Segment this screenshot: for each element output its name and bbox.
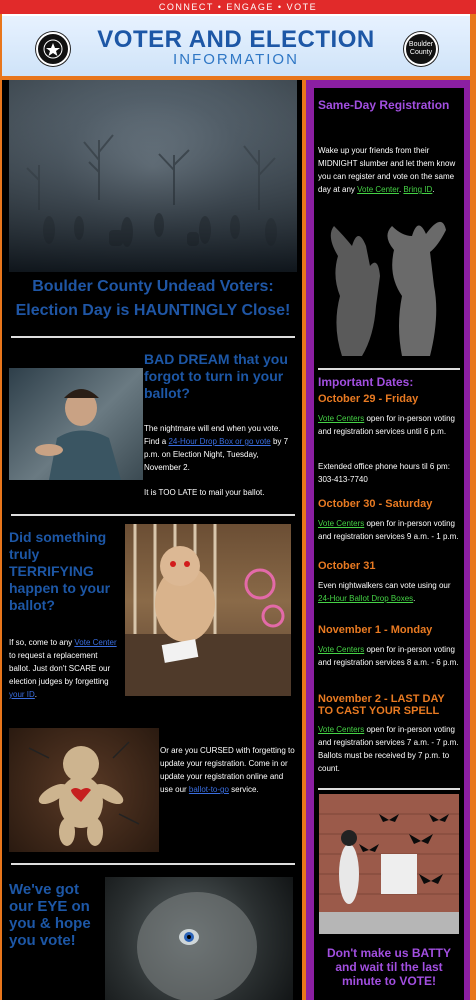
drop-box-link[interactable]: 24-Hour Drop Box or go vote [168, 437, 271, 446]
date-text: open for in-person voting and registration services 7 a.m. - 7 p.m. Ballots must be received by 7 p.m. to count. [318, 725, 459, 773]
same-day-body [318, 144, 460, 196]
bad-dream-title: BAD DREAM that you forgot to turn in your ballot? [144, 351, 288, 401]
same-day-text-2: . [398, 185, 404, 194]
voodoo-doll-photo [9, 728, 159, 852]
cursed-text: Or are you CURSED with forgetting to update your registration. Come in or update your registration online and use our [160, 746, 295, 794]
vote-center-link[interactable]: Vote Center [74, 638, 117, 647]
cursed-text-2: service. [228, 785, 259, 794]
bats-wall-illustration [319, 794, 459, 934]
ghost-silhouettes-illustration [322, 206, 456, 356]
date-body-oct-30 [318, 517, 460, 543]
same-day-text-3: . [432, 185, 435, 194]
terrifying-title: Did something truly TERRIFYING happen to your ballot? [9, 529, 111, 613]
terrifying-text-2: to request a replacement ballot. Just don't SCARE our election judges by forgetting [9, 651, 111, 686]
date-heading-oct-31: October 31 [318, 560, 376, 572]
divider [318, 368, 460, 370]
doll-eye-illustration [105, 877, 293, 1000]
sidebar [306, 80, 470, 1000]
main-content [2, 80, 302, 1000]
date-heading-nov-1: November 1 - Monday [318, 624, 433, 636]
tagline-bar: CONNECT • ENGAGE • VOTE [0, 0, 476, 14]
eye-title: We've got our EYE on you & hope you vote! [9, 881, 91, 949]
date-body-nov-1 [318, 643, 460, 669]
headline-line-1: Boulder County Undead Voters: [32, 278, 274, 295]
date-text: open for in-person voting and registration services until 6 p.m. [318, 414, 455, 436]
vote-centers-link[interactable]: Vote Centers [318, 519, 365, 528]
zombie-graveyard-image [9, 80, 297, 272]
vote-centers-link[interactable]: Vote Centers [318, 725, 365, 734]
vote-center-link[interactable]: Vote Center [357, 185, 399, 194]
page-title: VOTER AND ELECTION [97, 26, 375, 53]
cat-with-ballot-photo [125, 524, 291, 696]
terrifying-body [9, 636, 119, 701]
divider [11, 514, 295, 516]
date-heading-oct-30: October 30 - Saturday [318, 498, 433, 510]
header-banner [2, 14, 470, 79]
page-subtitle: INFORMATION [173, 51, 299, 68]
bad-dream-text-2: by 7 p.m. on Election Night, Tuesday, November 2. [144, 437, 289, 472]
voodoo-doll-illustration [9, 728, 159, 852]
date-text: Even nightwalkers can vote using our [318, 581, 451, 590]
cursed-body [160, 744, 296, 796]
terrifying-text-3: . [34, 690, 38, 699]
date-text: open for in-person voting and registration services 8 a.m. - 6 p.m. [318, 645, 459, 667]
date-heading-oct-29: October 29 - Friday [318, 393, 419, 405]
bring-id-link[interactable]: Bring ID [403, 185, 433, 194]
vote-centers-link[interactable]: Vote Centers [318, 645, 365, 654]
mail-too-late-text: It is TOO LATE to mail your ballot. [144, 488, 265, 497]
main-headline [9, 275, 297, 323]
important-dates-title: Important Dates: [318, 375, 414, 389]
boulder-county-logo[interactable]: Boulder County [404, 32, 438, 66]
terrifying-text: If so, come to any [9, 638, 75, 647]
same-day-text: Wake up your friends from their MIDNIGHT slumber and let them know you can register and vote on the same day at any [318, 146, 456, 194]
man-in-bed-photo [9, 368, 143, 480]
date-body-oct-31 [318, 579, 460, 605]
bats-photo [319, 794, 459, 934]
headline-line-2: Election Day is HAUNTINGLY Close! [15, 302, 291, 319]
ballot-to-go-link[interactable]: ballot-to-go [188, 785, 229, 794]
fog-graveyard-illustration [9, 80, 297, 272]
sidebar-inner [314, 88, 464, 1000]
bad-dream-text: The nightmare will end when you vote. Find a [144, 424, 281, 446]
banner-background [2, 16, 470, 76]
date-body-oct-29 [318, 412, 460, 438]
your-id-link[interactable]: your ID [9, 690, 35, 699]
date-heading-nov-2: November 2 - LAST DAY TO CAST YOUR SPELL [318, 693, 445, 717]
vote-centers-link[interactable]: Vote Centers [318, 414, 365, 423]
divider [318, 788, 460, 790]
date-body-nov-2 [318, 723, 460, 775]
same-day-title: Same-Day Registration [318, 98, 450, 112]
cat-illustration [125, 524, 291, 696]
man-in-bed-illustration [9, 368, 143, 480]
extended-hours-text: Extended office phone hours til 6 pm: 303-413-7740 [318, 462, 450, 484]
divider [11, 863, 295, 865]
doll-face-photo [105, 877, 293, 1000]
bad-dream-body [144, 422, 294, 474]
batty-cta: Don't make us BATTY and wait til the last minute to VOTE! [327, 946, 451, 988]
divider [11, 336, 295, 338]
date-text-2: . [413, 594, 416, 603]
ballot-drop-boxes-link[interactable]: 24-Hour Ballot Drop Boxes [318, 594, 414, 603]
date-text: open for in-person voting and registration services 9 a.m. - 1 p.m. [318, 519, 459, 541]
